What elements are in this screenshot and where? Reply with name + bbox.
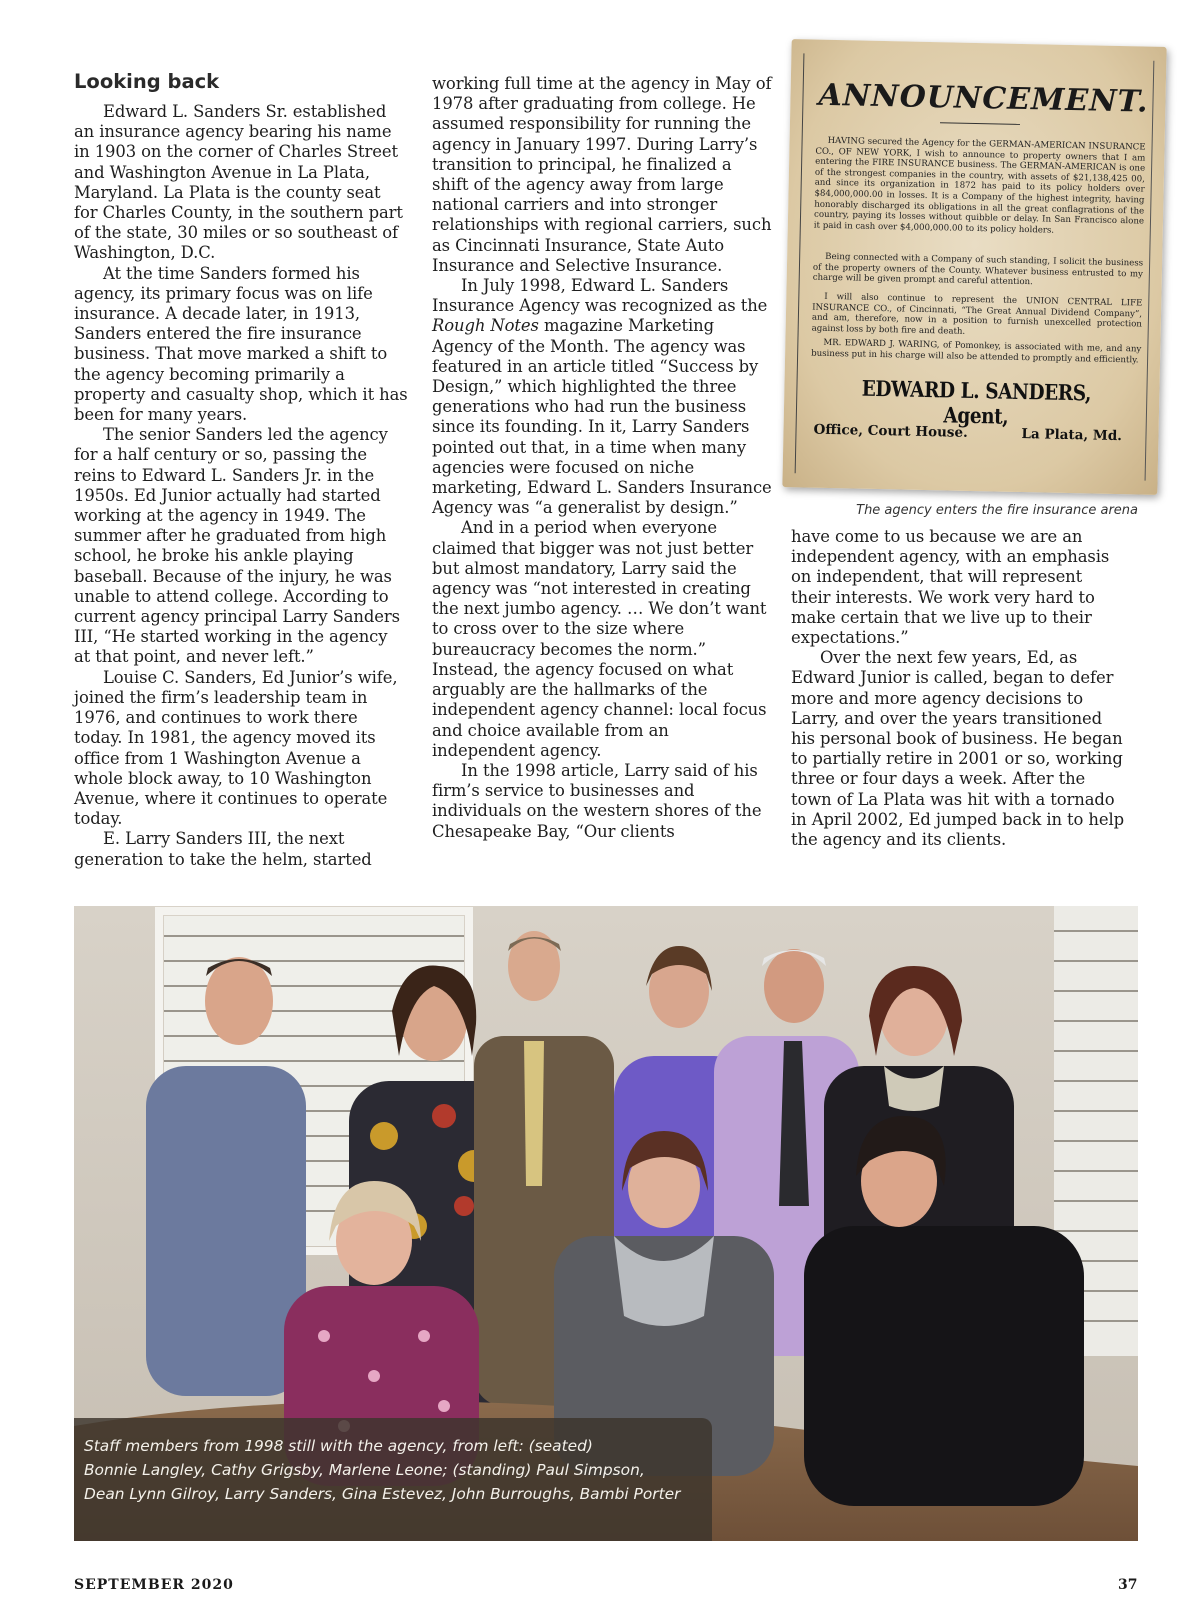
paragraph: working full time at the agency in May of 1978 after graduating from college. He assumed responsibility for running the agency in January 1997. During Larry’s transition to principal, he finalized a shift of the agency away from large national carriers and into stronger relationships with regional carriers, such as Cincinnati Insurance, State Auto Insurance and Selective Insurance.	[432, 74, 772, 275]
announcement-paragraph: HAVING secured the Agency for the GERMAN-AMERICAN INSURANCE CO., OF NEW YORK, I wish to announce to property owners that I am entering the FIRE INSURANCE business. The GERMAN-AMERICAN is one of the strongest companies in the country, with assets of $21,138,425 00, and since its organization in 1872 has paid to its policy holders over $84,000,000.00 in losses. It is a Company of the highest integrity, having honorably discharged its obligations in all the great conflagrations of the country, paying its losses without quibble or delay. In San Francisco alone it paid in cash over $4,000,000.00 to its policy holders.	[813, 135, 1146, 236]
announcement-office: Office, Court House.	[813, 421, 968, 441]
paragraph: In the 1998 article, Larry said of his firm’s service to businesses and individuals on the western shores of the Chesapeake Bay, “Our clients	[432, 760, 762, 841]
paragraph: The senior Sanders led the agency for a half century or so, passing the reins to Edward L. Sanders Jr. in the 1950s. Ed Junior actually had started working at the agency in 1949. The summer after he graduated from high school, he broke his ankle playing baseball. Because of the injury, he was unable to attend college. According to current agency principal Larry Sanders III, “He started working in the agency at that point, and never left.”	[74, 425, 400, 667]
caption-line: Staff members from 1998 still with the agency, from left: (seated)	[84, 1437, 593, 1455]
announcement-city: La Plata, Md.	[1021, 426, 1123, 445]
publication-title: Rough Notes	[432, 316, 539, 336]
photo-caption	[74, 1418, 712, 1541]
paragraph	[432, 276, 772, 518]
issue-date: SEPTEMBER 2020	[74, 1577, 234, 1593]
paragraph: E. Larry Sanders III, the next generation to take the helm, started	[74, 829, 372, 869]
section-heading: Looking back	[74, 70, 220, 93]
announcement-title: ANNOUNCEMENT.	[818, 77, 1149, 120]
paragraph: And in a period when everyone claimed that bigger was not just better but almost mandatory, Larry said the agency was “not interested in creating the next jumbo agency. … We don’t want to cross over to the size where bureaucracy becomes the norm.” Instead, the agency focused on what arguably are the hallmarks of the independent agency channel: local focus and choice available from an independent agency.	[432, 518, 767, 760]
caption-line: Dean Lynn Gilroy, Larry Sanders, Gina Estevez, John Burroughs, Bambi Porter	[84, 1485, 681, 1503]
announcement-paragraph: I will also continue to represent the UNION CENTRAL LIFE INSURANCE CO., of Cincinnati, “The Great Annual Dividend Company”, and am, therefore, now in a position to furnish unexcelled protection against loss by both fire and death.	[811, 291, 1143, 337]
paragraph: Over the next few years, Ed, as Edward Junior is called, began to defer more and more agency decisions to Larry, and over the years transitioned his personal book of business. He began to partially retire in 2001 or so, working three or four days a week. After the town of La Plata was hit with a tornado in April 2002, Ed jumped back in to help the agency and its clients.	[791, 648, 1124, 850]
paragraph: have come to us because we are an independent agency, with an emphasis on independent, that will represent their interests. We work very hard to make certain that we live up to their expectations.”	[791, 527, 1110, 648]
clipping-caption: The agency enters the fire insurance arena	[856, 503, 1138, 518]
announcement-agent: EDWARD L. SANDERS, Agent,	[861, 376, 1092, 430]
text-run: In July 1998, Edward L. Sanders Insurance Agency was recognized as the	[432, 276, 768, 316]
paragraph: Louise C. Sanders, Ed Junior’s wife, joined the firm’s leadership team in 1976, and continues to work there today. In 1981, the agency moved its office from 1 Washington Avenue a whole block away, to 10 Washington Avenue, where it continues to operate today.	[74, 667, 398, 829]
page-number: 37	[1118, 1577, 1138, 1593]
photo-caption-text	[84, 1434, 704, 1506]
announcement-paragraph: MR. EDWARD J. WARING, of Pomonkey, is associated with me, and any business put in his charge will also be attended to promptly and efficiently.	[811, 337, 1142, 366]
paragraph: Edward L. Sanders Sr. established an insurance agency bearing his name in 1903 on the corner of Charles Street and Washington Avenue in La Plata, Maryland. La Plata is the county seat for Charles County, in the southern part of the state, 30 miles or so southeast of Washington, D.C.	[74, 102, 403, 263]
paragraph: At the time Sanders formed his agency, its primary focus was on life insurance. A decade later, in 1913, Sanders entered the fire insurance business. That move marked a shift to the agency becoming primarily a property and casualty shop, which it has been for many years.	[74, 263, 408, 425]
staff-group-photo	[74, 906, 1138, 1541]
article-column-3	[791, 527, 1125, 850]
article-column-2	[432, 74, 772, 842]
announcement-clipping	[782, 39, 1166, 495]
text-run: magazine Marketing Agency of the Month. The agency was featured in an article titled “Success by Design,” which highlighted the three generations who had run the business since its founding. In it, Larry Sanders pointed out that, in a time when many agencies were focused on niche marketing, Edward L. Sanders Insurance Agency was “a generalist by design.”	[432, 316, 772, 518]
announcement-paragraph: Being connected with a Company of such standing, I solicit the business of the property owners of the County. Whatever business entrusted to my charge will be given prompt and careful attention.	[812, 251, 1144, 288]
caption-line: Bonnie Langley, Cathy Grigsby, Marlene Leone; (standing) Paul Simpson,	[84, 1461, 645, 1479]
article-column-1	[74, 102, 408, 870]
